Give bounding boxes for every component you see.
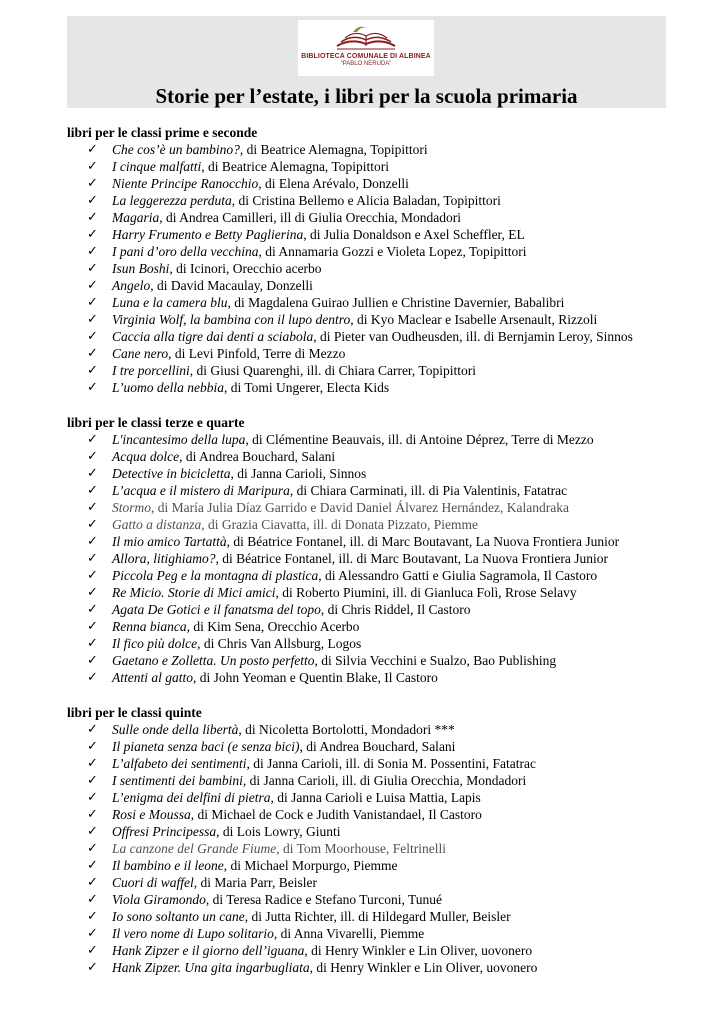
check-mark-icon: ✓ xyxy=(87,670,98,685)
check-mark-icon: ✓ xyxy=(87,295,98,310)
book-credits: , di Kim Sena, Orecchio Acerbo xyxy=(186,619,360,634)
book-title: Piccola Peg e la montagna di plastica xyxy=(112,568,319,583)
book-list-item xyxy=(67,823,667,840)
check-mark-icon: ✓ xyxy=(87,142,98,157)
book-list-item xyxy=(67,345,667,362)
check-mark-icon: ✓ xyxy=(87,824,98,839)
header-banner xyxy=(67,16,666,108)
check-mark-icon: ✓ xyxy=(87,500,98,515)
book-list-item xyxy=(67,277,667,294)
book-credits: , di Nicoletta Bortolotti, Mondadori *** xyxy=(238,722,455,737)
book-credits: , di Cristina Bellemo e Alicia Baladan, Topipittori xyxy=(231,193,501,208)
book-list-item xyxy=(67,362,667,379)
book-title: Virginia Wolf, la bambina con il lupo dentro xyxy=(112,312,351,327)
book-list-item xyxy=(67,294,667,311)
book-list-item xyxy=(67,721,667,738)
book-credits: , di Michael Morpurgo, Piemme xyxy=(223,858,398,873)
book-credits: , di Henry Winkler e Lin Oliver, uovonero xyxy=(304,943,533,958)
book-title: Il vero nome di Lupo solitario xyxy=(112,926,274,941)
book-list-item xyxy=(67,738,667,755)
book-list-item xyxy=(67,431,667,448)
logo-library-subtitle: “PABLO NERUDA” xyxy=(340,61,392,67)
book-title: Gaetano e Zolletta. Un posto perfetto xyxy=(112,653,315,668)
book-title: Che cos’è un bambino? xyxy=(112,142,240,157)
book-list-item xyxy=(67,260,667,277)
book-credits: , di Beatrice Alemagna, Topipittori xyxy=(239,142,428,157)
check-mark-icon: ✓ xyxy=(87,858,98,873)
book-title: Viola Giramondo xyxy=(112,892,206,907)
book-credits: , di Chris Van Allsburg, Logos xyxy=(197,636,362,651)
book-list-item xyxy=(67,448,667,465)
book-credits: , di Pieter van Oudheusden, ill. di Bernjamin Leroy, Sinnos xyxy=(313,329,633,344)
book-list-item xyxy=(67,499,667,516)
check-mark-icon: ✓ xyxy=(87,807,98,822)
book-list-item xyxy=(67,755,667,772)
check-mark-icon: ✓ xyxy=(87,312,98,327)
book-credits: , di Andrea Bouchard, Salani xyxy=(179,449,336,464)
book-list xyxy=(67,141,667,396)
book-list xyxy=(67,431,667,686)
book-credits: , di Silvia Vecchini e Sualzo, Bao Publishing xyxy=(314,653,557,668)
book-title: Magaria xyxy=(112,210,160,225)
check-mark-icon: ✓ xyxy=(87,534,98,549)
book-title: I sentimenti dei bambini xyxy=(112,773,243,788)
book-title: Detective in bicicletta xyxy=(112,466,231,481)
book-title: Stormo xyxy=(112,500,152,515)
book-title: Gatto a distanza xyxy=(112,517,202,532)
book-title: L’acqua e il mistero di Maripura xyxy=(112,483,290,498)
book-credits: , di Janna Carioli, ill. di Sonia M. Possentini, Fatatrac xyxy=(246,756,536,771)
book-title: Il fico più dolce xyxy=(112,636,198,651)
book-credits: , di Henry Winkler e Lin Oliver, uovonero xyxy=(309,960,538,975)
book-list-item xyxy=(67,533,667,550)
book-list-item xyxy=(67,328,667,345)
book-title: Angelo xyxy=(112,278,151,293)
book-credits: , di Levi Pinfold, Terre di Mezzo xyxy=(168,346,346,361)
book-title: Io sono soltanto un cane xyxy=(112,909,245,924)
section-heading: libri per le classi terze e quarte xyxy=(67,415,245,430)
book-title: La leggerezza perduta xyxy=(112,193,232,208)
book-title: Sulle onde della libertà xyxy=(112,722,239,737)
book-title: L'incantesimo della lupa xyxy=(112,432,246,447)
book-list-item xyxy=(67,806,667,823)
book-section xyxy=(67,704,667,976)
book-list-item xyxy=(67,379,667,396)
check-mark-icon: ✓ xyxy=(87,722,98,737)
book-title: I tre porcellini xyxy=(112,363,190,378)
book-title: Il pianeta senza baci (e senza bici) xyxy=(112,739,300,754)
book-credits: , di Clémentine Beauvais, ill. di Antoine Déprez, Terre di Mezzo xyxy=(245,432,594,447)
check-mark-icon: ✓ xyxy=(87,960,98,975)
book-list-item xyxy=(67,567,667,584)
check-mark-icon: ✓ xyxy=(87,841,98,856)
book-list-item xyxy=(67,516,667,533)
book-credits: , di Maria Parr, Beisler xyxy=(193,875,317,890)
book-credits: , di Janna Carioli, Sinnos xyxy=(230,466,367,481)
book-list xyxy=(67,721,667,976)
book-title: Offresi Principessa xyxy=(112,824,217,839)
book-credits: , di Janna Carioli e Luisa Mattia, Lapis xyxy=(270,790,481,805)
check-mark-icon: ✓ xyxy=(87,483,98,498)
check-mark-icon: ✓ xyxy=(87,363,98,378)
book-list-item xyxy=(67,311,667,328)
book-list-item xyxy=(67,925,667,942)
book-credits: , di Jutta Richter, ill. di Hildegard Muller, Beisler xyxy=(244,909,511,924)
book-title: L’uomo della nebbia xyxy=(112,380,224,395)
book-credits: , di Giusi Quarenghi, ill. di Chiara Carrer, Topipittori xyxy=(189,363,476,378)
book-credits: , di John Yeoman e Quentin Blake, Il Castoro xyxy=(193,670,438,685)
book-list-item xyxy=(67,635,667,652)
book-credits: , di Roberto Piumini, ill. di Gianluca Folì, Rrose Selavy xyxy=(275,585,577,600)
check-mark-icon: ✓ xyxy=(87,653,98,668)
book-title: Il bambino e il leone xyxy=(112,858,224,873)
book-credits: , di Tomi Ungerer, Electa Kids xyxy=(224,380,390,395)
book-section xyxy=(67,124,667,396)
book-list-item xyxy=(67,175,667,192)
book-list-item xyxy=(67,192,667,209)
book-credits: , di Elena Arévalo, Donzelli xyxy=(258,176,409,191)
book-list-item xyxy=(67,857,667,874)
check-mark-icon: ✓ xyxy=(87,278,98,293)
book-list-item xyxy=(67,226,667,243)
book-title: Hank Zipzer e il giorno dell’iguana xyxy=(112,943,305,958)
book-credits: , di Grazia Ciavatta, ill. di Donata Pizzato, Piemme xyxy=(201,517,478,532)
check-mark-icon: ✓ xyxy=(87,636,98,651)
book-list-item xyxy=(67,669,667,686)
book-list-item xyxy=(67,959,667,976)
book-title: Cuori di waffel xyxy=(112,875,194,890)
check-mark-icon: ✓ xyxy=(87,875,98,890)
book-credits: , di Tom Moorhouse, Feltrinelli xyxy=(276,841,447,856)
book-title: Il mio amico Tartattà xyxy=(112,534,227,549)
book-credits: , di Kyo Maclear e Isabelle Arsenault, Rizzoli xyxy=(350,312,598,327)
check-mark-icon: ✓ xyxy=(87,466,98,481)
check-mark-icon: ✓ xyxy=(87,619,98,634)
book-title: Re Micio. Storie di Mici amici xyxy=(112,585,276,600)
book-logo-icon xyxy=(331,22,401,52)
book-credits: , di Julia Donaldson e Axel Scheffler, EL xyxy=(303,227,525,242)
check-mark-icon: ✓ xyxy=(87,432,98,447)
check-mark-icon: ✓ xyxy=(87,227,98,242)
book-list-content xyxy=(67,124,667,994)
check-mark-icon: ✓ xyxy=(87,943,98,958)
book-title: Hank Zipzer. Una gita ingarbugliata xyxy=(112,960,310,975)
book-list-item xyxy=(67,874,667,891)
book-credits: , di Anna Vivarelli, Piemme xyxy=(273,926,425,941)
book-credits: , di Annamaria Gozzi e Violeta Lopez, Topipittori xyxy=(258,244,527,259)
book-credits: , di María Julia Díaz Garrido e David Daniel Álvarez Hernández, Kalandraka xyxy=(151,500,569,515)
book-title: Acqua dolce xyxy=(112,449,180,464)
book-credits: , di Magdalena Guirao Jullien e Christine Davernier, Babalibri xyxy=(227,295,565,310)
check-mark-icon: ✓ xyxy=(87,790,98,805)
check-mark-icon: ✓ xyxy=(87,568,98,583)
book-title: Renna bianca xyxy=(112,619,187,634)
check-mark-icon: ✓ xyxy=(87,380,98,395)
book-list-item xyxy=(67,141,667,158)
book-credits: , di Janna Carioli, ill. di Giulia Orecchia, Mondadori xyxy=(242,773,527,788)
book-credits: , di Andrea Camilleri, ill di Giulia Orecchia, Mondadori xyxy=(159,210,462,225)
check-mark-icon: ✓ xyxy=(87,329,98,344)
book-credits: , di David Macaulay, Donzelli xyxy=(150,278,313,293)
book-credits: , di Michael de Cock e Judith Vanistandael, Il Castoro xyxy=(190,807,482,822)
book-list-item xyxy=(67,550,667,567)
book-credits: , di Teresa Radice e Stefano Turconi, Tunué xyxy=(205,892,443,907)
check-mark-icon: ✓ xyxy=(87,244,98,259)
book-list-item xyxy=(67,618,667,635)
book-list-item xyxy=(67,158,667,175)
check-mark-icon: ✓ xyxy=(87,449,98,464)
book-title: Allora, litighiamo? xyxy=(112,551,216,566)
logo-library-name: BIBLIOTECA COMUNALE DI ALBINEA xyxy=(301,53,431,60)
book-credits: , di Beatrice Alemagna, Topipittori xyxy=(201,159,389,174)
book-list-item xyxy=(67,243,667,260)
check-mark-icon: ✓ xyxy=(87,176,98,191)
book-list-item xyxy=(67,772,667,789)
book-list-item xyxy=(67,908,667,925)
book-title: Isun Boshi xyxy=(112,261,170,276)
book-credits: , di Chris Riddel, Il Castoro xyxy=(320,602,471,617)
check-mark-icon: ✓ xyxy=(87,159,98,174)
book-title: Caccia alla tigre dai denti a sciabola xyxy=(112,329,314,344)
book-title: La canzone del Grande Fiume xyxy=(112,841,277,856)
book-list-item xyxy=(67,652,667,669)
book-list-item xyxy=(67,209,667,226)
page-title: Storie per l’estate, i libri per la scuola primaria xyxy=(155,84,578,108)
library-logo xyxy=(298,20,434,76)
book-credits: , di Lois Lowry, Giunti xyxy=(216,824,341,839)
book-title: Agata De Gotici e il fanatsma del topo xyxy=(112,602,321,617)
book-credits: , di Chiara Carminati, ill. di Pia Valentinis, Fatatrac xyxy=(289,483,568,498)
check-mark-icon: ✓ xyxy=(87,210,98,225)
book-list-item xyxy=(67,465,667,482)
book-list-item xyxy=(67,584,667,601)
book-title: L’alfabeto dei sentimenti xyxy=(112,756,247,771)
book-title: Niente Principe Ranocchio xyxy=(112,176,259,191)
check-mark-icon: ✓ xyxy=(87,773,98,788)
book-list-item xyxy=(67,891,667,908)
check-mark-icon: ✓ xyxy=(87,261,98,276)
check-mark-icon: ✓ xyxy=(87,756,98,771)
check-mark-icon: ✓ xyxy=(87,346,98,361)
book-title: Rosi e Moussa xyxy=(112,807,191,822)
book-title: I pani d’oro della vecchina xyxy=(112,244,259,259)
book-list-item xyxy=(67,482,667,499)
book-credits: , di Béatrice Fontanel, ill. di Marc Boutavant, La Nuova Frontiera Junior xyxy=(226,534,620,549)
book-credits: , di Alessandro Gatti e Giulia Sagramola, Il Castoro xyxy=(318,568,598,583)
book-title: Luna e la camera blu xyxy=(112,295,228,310)
book-list-item xyxy=(67,942,667,959)
section-heading: libri per le classi quinte xyxy=(67,705,202,720)
book-title: Cane nero xyxy=(112,346,169,361)
book-title: L’enigma dei delfini di pietra xyxy=(112,790,271,805)
book-list-item xyxy=(67,840,667,857)
check-mark-icon: ✓ xyxy=(87,602,98,617)
check-mark-icon: ✓ xyxy=(87,193,98,208)
book-list-item xyxy=(67,789,667,806)
check-mark-icon: ✓ xyxy=(87,585,98,600)
check-mark-icon: ✓ xyxy=(87,517,98,532)
check-mark-icon: ✓ xyxy=(87,892,98,907)
book-title: Harry Frumento e Betty Paglierina xyxy=(112,227,304,242)
book-credits: , di Andrea Bouchard, Salani xyxy=(299,739,456,754)
book-title: I cinque malfatti xyxy=(112,159,202,174)
check-mark-icon: ✓ xyxy=(87,739,98,754)
check-mark-icon: ✓ xyxy=(87,926,98,941)
book-list-item xyxy=(67,601,667,618)
section-heading: libri per le classi prime e seconde xyxy=(67,125,258,140)
book-credits: , di Béatrice Fontanel, ill. di Marc Boutavant, La Nuova Frontiera Junior xyxy=(215,551,609,566)
book-title: Attenti al gatto xyxy=(112,670,193,685)
book-credits: , di Icinori, Orecchio acerbo xyxy=(169,261,322,276)
book-section xyxy=(67,414,667,686)
check-mark-icon: ✓ xyxy=(87,551,98,566)
check-mark-icon: ✓ xyxy=(87,909,98,924)
